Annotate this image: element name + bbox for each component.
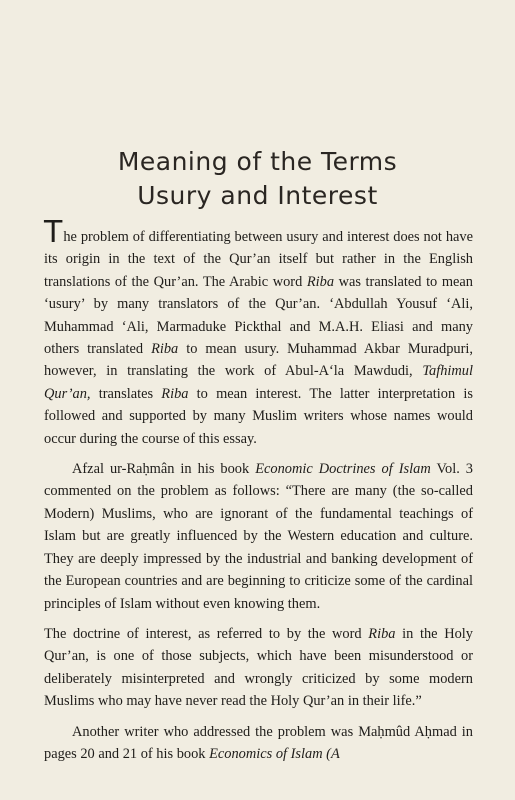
paragraph-1-italic-riba-b: Riba bbox=[151, 341, 179, 358]
paragraph-1-text-b: was translated to mean ‘usury’ by many translators of the Qur’an. ‘Abdullah Yousuf ‘Ali, Muhammad ‘Ali, Marmaduke Pickthal and M.A.H. Eliasi and many others translated bbox=[44, 273, 473, 358]
paragraph-3-text-b: in the Holy Qur’an, is one of those subjects, which have been misunderstood or deliberately misinterpreted and wrongly criticized by some modern Muslims who may have never read the Holy Qur’an in their life.” bbox=[44, 625, 473, 710]
paragraph-1-italic-riba-c: Riba bbox=[161, 385, 189, 402]
paragraph-3 bbox=[44, 623, 473, 713]
paragraph-1-text-c: to mean usury. Muhammad Akbar Muradpuri, however, in translating the work of Abul-A‘la Mawdudi, bbox=[44, 341, 473, 380]
body-text bbox=[44, 215, 473, 765]
paragraph-2-text-b: Vol. 3 commented on the problem as follows: “There are many (the so-called Modern) Muslims, who are ignorant of the fundamental teachings of Islam but are greatly influenced by the Western education and culture. They are deeply impressed by the industrial and banking development of the European countries and are beginning to criticize some of the cardinal principles of Islam without even knowing them. bbox=[44, 461, 473, 612]
paragraph-2-text-a: Afzal ur-Raḥmân in his book bbox=[72, 461, 256, 478]
paragraph-4-italic-book-title: Economics of Islam (A bbox=[209, 745, 340, 762]
paragraph-1-italic-riba-a: Riba bbox=[306, 273, 335, 290]
paragraph-3-text-a: The doctrine of interest, as referred to by the word bbox=[44, 625, 369, 642]
chapter-title-line-1: Meaning of the Terms bbox=[117, 147, 398, 176]
paragraph-4-text-a: Another writer who addressed the problem was Maḥmûd Aḥmad in pages 20 and 21 of his book bbox=[44, 723, 473, 762]
chapter-title-line-2: Usury and Interest bbox=[137, 181, 378, 210]
chapter-title bbox=[0, 145, 515, 213]
drop-cap: T bbox=[44, 215, 63, 250]
paragraph-2-italic-book-title: Economic Doctrines of Islam bbox=[255, 461, 431, 478]
paragraph-4 bbox=[44, 721, 473, 766]
paragraph-1-text-d: translates bbox=[90, 385, 162, 402]
paragraph-2 bbox=[44, 458, 473, 615]
paragraph-1-text-e: to mean interest. The latter interpretation is followed and supported by many Muslim writers whose names would occur during the course of this essay. bbox=[44, 385, 473, 447]
paragraph-1-text-a: he problem of differentiating between usury and interest does not have its origin in the text of the Qur’an itself but rather in the English translations of the Qur’an. The Arabic word bbox=[44, 229, 473, 290]
paragraph-3-italic-riba: Riba bbox=[368, 625, 396, 642]
paragraph-1 bbox=[44, 215, 473, 450]
paragraph-1-italic-book-title: Tafhimul Qur’an, bbox=[44, 363, 473, 402]
